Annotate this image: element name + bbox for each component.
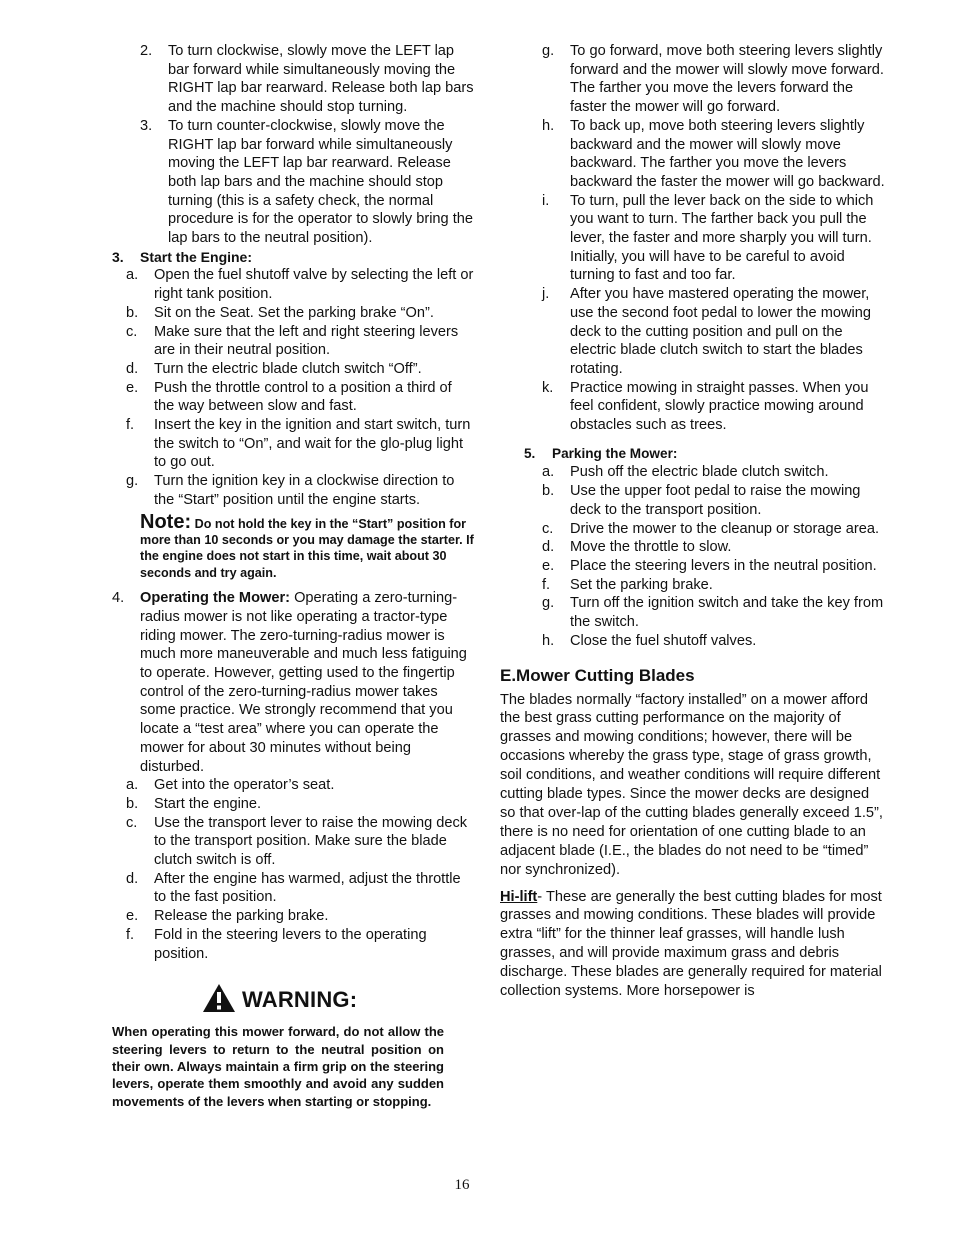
list-item: f. Set the parking brake. bbox=[542, 576, 713, 593]
list-item: c. Use the transport lever to raise the mowing deck to the transport position. Make sure the blade clutch switch is off. bbox=[126, 814, 468, 869]
list-item: g. To go forward, move both steering levers slightly forward and the mower will slowly move forward. The farther you move the levers forward the faster the mower will go forward. bbox=[542, 43, 884, 116]
list-item: a. Push off the electric blade clutch switch. bbox=[542, 464, 829, 481]
hilift-paragraph: Hi-lift- These are generally the best cutting blades for most grasses and mowing conditions. These blades will provide extra “lift” for the thinner leaf grasses, will handle lush grasses, and will provide maximum grass and debris discharge. These blades are generally required for material collection systems. More horsepower is bbox=[500, 888, 882, 1000]
section-heading-start-engine: 3. Start the Engine: bbox=[112, 248, 253, 265]
operating-list bbox=[126, 776, 474, 963]
start-engine-note: Note: Do not hold the key in the “Start” position for more than 10 seconds or you may damage the starter. If the engine does not start in this time, wait about 30 seconds and try again. bbox=[140, 510, 474, 580]
list-item: a. Get into the operator’s seat. bbox=[126, 777, 335, 794]
operating-intro: 4. Operating the Mower: Operating a zero-turning-radius mower is not like operating a tractor-type riding mower. The zero-turning-radius mower is much more maneuverable and much less fatiguing to operate. However, getting used to the fingertip control of the zero-turning-radius mower takes some practice. We strongly recommend that you locate a “test area” where you can operate the mower for about 30 minutes without being disturbed. bbox=[112, 590, 467, 775]
warning-text: When operating this mower forward, do not allow the steering levers to return to the neutral position on their own. Always maintain a firm grip on the steering levers, operate them smoothly and avoid any sudden movements of the levers when starting or stopping. bbox=[112, 1024, 444, 1109]
list-item: b. Start the engine. bbox=[126, 795, 262, 812]
list-item: g. Turn the ignition key in a clockwise direction to the “Start” position until the engine starts. bbox=[126, 473, 455, 508]
list-item: b. Sit on the Seat. Set the parking brake “On”. bbox=[126, 304, 434, 321]
parking-list bbox=[542, 463, 888, 650]
hilift-label: Hi-lift bbox=[500, 888, 538, 905]
page-number: 16 bbox=[454, 1177, 470, 1193]
list-item: h. To back up, move both steering levers slightly backward and the mower will slowly move backward. The farther you move the levers backward the faster the mower will go backward. bbox=[542, 117, 885, 190]
list-item: k. Practice mowing in straight passes. When you feel confident, slowly practice mowing around obstacles such as trees. bbox=[542, 379, 869, 434]
list-item: d. Turn the electric blade clutch switch “Off”. bbox=[126, 360, 422, 377]
list-item: c. Make sure that the left and right steering levers are in their neutral position. bbox=[126, 323, 459, 359]
list-item: f. Insert the key in the ignition and start switch, turn the switch to “On”, and wait for the glo-plug light to go out. bbox=[126, 417, 471, 471]
section-title-cutting-blades: E.Mower Cutting Blades bbox=[500, 665, 695, 685]
list-item: 2. To turn clockwise, slowly move the LEFT lap bar forward while simultaneously moving the RIGHT lap bar rearward. Release both lap bars and the machine should stop turning. bbox=[140, 43, 474, 116]
list-item: e. Push the throttle control to a position a third of the way between slow and fast. bbox=[126, 379, 452, 415]
list-item: 3. To turn counter-clockwise, slowly move the RIGHT lap bar forward while simultaneously moving the LEFT lap bar rearward. Release both lap bars and the machine should stop turning (this is a safety check, the normal procedure is for the operator to slowly bring the lap bars to the neutral position). bbox=[140, 117, 474, 247]
list-item: e. Release the parking brake. bbox=[126, 908, 329, 925]
list-item: b. Use the upper foot pedal to raise the mowing deck to the transport position. bbox=[542, 483, 861, 518]
operating-list-continued bbox=[542, 42, 888, 435]
warning-triangle-icon bbox=[202, 983, 236, 1017]
cutting-blades-paragraph: The blades normally “factory installed” on a mower afford the best grass cutting performance on the majority of grasses and mowing conditions; however, there will be occasions whereby the grass type, stage of grass growth, soil conditions, and weather conditions will require different cutting blade types. Since the mower decks are designed so that over-lap of the cutting blades generally exceed 1.5”, there is no need for orientation of one cutting blade to an adjacent blade (I.E., the blades do not need to be “timed” nor synchronized). bbox=[500, 691, 883, 878]
warning-heading: WARNING: bbox=[202, 983, 474, 1017]
list-item: f. Fold in the steering levers to the operating position. bbox=[126, 926, 427, 962]
list-item: d. After the engine has warmed, adjust the throttle to the fast position. bbox=[126, 870, 461, 906]
list-item: d. Move the throttle to slow. bbox=[542, 539, 732, 556]
right-column bbox=[500, 42, 888, 1001]
list-item: g. Turn off the ignition switch and take the key from the switch. bbox=[542, 595, 884, 631]
list-item: i. To turn, pull the lever back on the side to which you want to turn. The farther back you pull the lever, the faster and more sharply you will turn. Initially, you will have to be careful to avoid turning to fast and too far. bbox=[542, 192, 874, 284]
turning-steps-list bbox=[140, 42, 474, 248]
start-engine-list bbox=[126, 266, 474, 509]
list-item: e. Place the steering levers in the neutral position. bbox=[542, 557, 877, 574]
list-item: h. Close the fuel shutoff valves. bbox=[542, 632, 757, 649]
section-heading-parking: 5. Parking the Mower: bbox=[524, 445, 678, 461]
list-item: a. Open the fuel shutoff valve by selecting the left or right tank position. bbox=[126, 267, 474, 303]
list-item: c. Drive the mower to the cleanup or storage area. bbox=[542, 520, 880, 537]
left-column bbox=[112, 42, 474, 1110]
list-item: j. After you have mastered operating the mower, use the second foot pedal to lower the mowing deck to the cutting position and pull on the electric blade clutch switch to start the blades rotating. bbox=[542, 286, 871, 377]
